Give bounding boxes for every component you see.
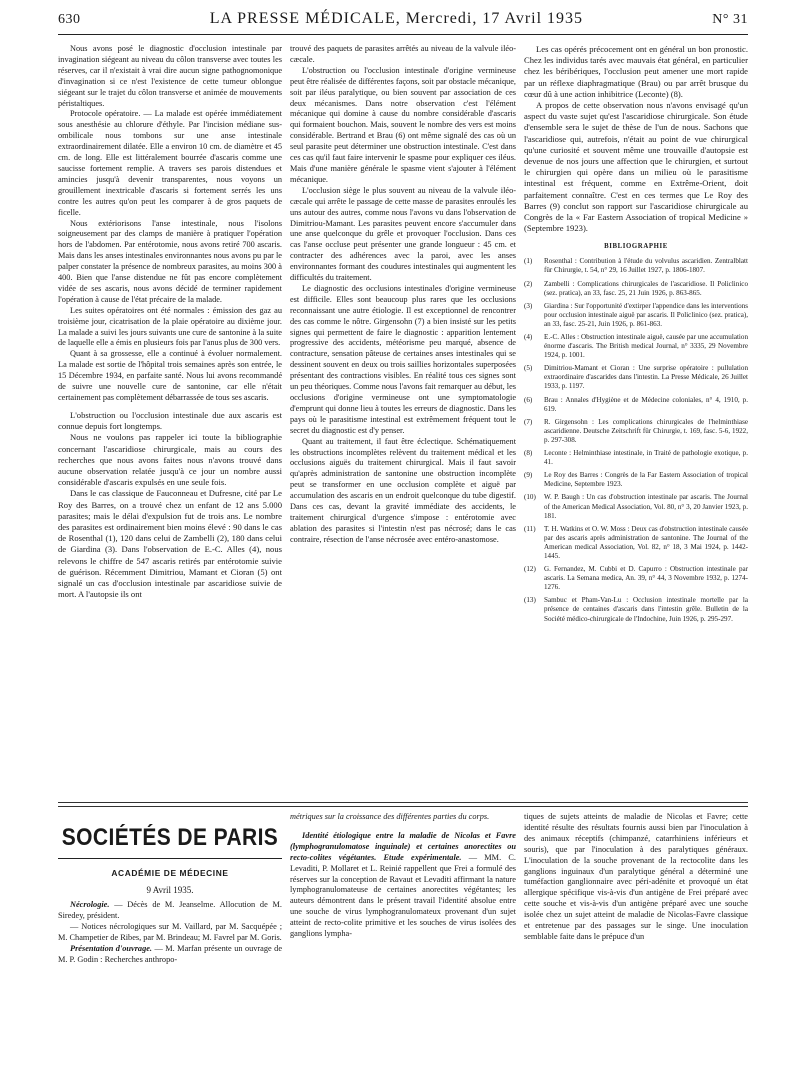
paragraph [58, 944, 282, 966]
section-title: SOCIÉTÉS DE PARIS [61, 824, 279, 851]
bibliography-item [524, 493, 748, 520]
article-column-3 [524, 44, 748, 799]
ref-text: Giardina : Sur l'opportunité d'extirper l'appendice dans les interventions pour occlusion intestinale aiguë par ascaris. Il Policlinico (sez. pratica), an 33, fasc. 25-21, Juin 1926, p. 861-863. [544, 301, 748, 328]
ref-number: (9) [524, 471, 533, 480]
ref-text: Sambuc et Pham-Van-Lu : Occlusion intestinale mortelle par la présence de centaines d'ascaris dans l'intestin grêle. Bulletin de la Société médico-chirurgicale de l'Indochine, Juin 1926, p. 295-297. [544, 596, 748, 623]
paragraph: Quant à sa grossesse, elle a continué à évoluer normalement. La malade est sortie de l'hôpital trois semaines après son entrée, le 15 Décembre 1934, en parfaite santé. Nous lui avons recommandé de suivre une nouvelle cure de santonine, car elle n'était certainement pas complètement débarrassée de tous ses ascaris. [58, 349, 282, 402]
rubric-text: — M. Marfan présente un ouvrage de M. P. Godin : Recherches anthropo- [58, 943, 282, 964]
ref-text: Dimitriou-Mamant et Cioran : Une surprise opératoire : pullulation extraordinaire d'ascarides dans l'intestin. La Presse Médicale, 26 Juillet 1933, p. 1197. [544, 364, 748, 391]
bibliography-heading: BIBLIOGRAPHIE [604, 243, 668, 251]
ref-number: (3) [524, 301, 533, 310]
article-column-2 [290, 44, 516, 799]
ref-number: (6) [524, 395, 533, 404]
bibliography-item [524, 257, 748, 275]
bibliography-item [524, 396, 748, 414]
bibliography-item [524, 302, 748, 329]
session-date: 9 Avril 1935. [146, 885, 194, 895]
paragraph: Protocole opératoire. — La malade est opérée immédiatement sous anesthésie au chlorure d'éthyle. Par l'incision médiane sus-ombilicale nous tombons sur une anse intestinale extraordinairement dilatée. Elle a environ 10 cm. de diamètre et 45 cm. de long. Elle est littéralement bourrée d'ascaris comme une saucisse fortement remplie. A travers ses parois distendues et amincies jusqu'à devenir transparentes, nous voyons un grouillement inextricable d'ascaris si fortement serrés les uns contre les autres qu'on peut les comparer à de gros paquets de ficelle. [58, 109, 282, 217]
paragraph: Nous extériorisons l'anse intestinale, nous l'isolons soigneusement par des clamps de manière à pratiquer l'opération hors de l'abdomen. Par entérotomie, nous avons retiré 700 ascaris. Mais dans les anses intestinales environnantes nous avons pu par le palper constater la présence de nombreux parasites, au moins 300 à 400. Bien que l'anse distendue ne fût pas encore complètement vidée de ses ascaris, nous avons décidé de terminer rapidement l'opération à cause de l'état précaire de la malade. [58, 218, 282, 304]
bibliography-item [524, 280, 748, 298]
ref-number: (8) [524, 449, 533, 458]
section-divider [58, 802, 748, 803]
ref-number: (5) [524, 364, 533, 373]
ref-text: E.-C. Alles : Obstruction intestinale aiguë, causée par une accumulation énorme d'ascaris. The British medical Journal, n° 3335, 29 Novembre 1924, p. 1001. [544, 333, 748, 360]
paragraph: L'obstruction ou l'occlusion intestinale due aux ascaris est connue depuis fort longtemps. [58, 409, 282, 432]
journal-title: LA PRESSE MÉDICALE, Mercredi, 17 Avril 1935 [209, 10, 584, 27]
ref-number: (10) [524, 493, 536, 502]
bibliography-item [524, 471, 748, 489]
page-number: 630 [58, 12, 81, 27]
rubric-label: Nécrologie. [70, 900, 110, 909]
paragraph: — Notices nécrologiques sur M. Vaillard, par M. Sacquépée ; M. Champetier de Ribes, par M. Brindeau; M. Favrel par M. Goris. [58, 921, 282, 942]
bibliography-item [524, 333, 748, 360]
societes-column-3 [524, 812, 748, 1070]
ref-text: Brau : Annales d'Hygiène et de Médecine coloniales, n° 4, 1910, p. 619. [544, 395, 748, 413]
paragraph: A propos de cette observation nous n'avons envisagé qu'un aspect du vaste sujet qu'est l'ascaridiose chirurgicale. Son étude d'ensemble sera le sujet de thèse de l'un de nous. Sachons que l'ascaridiose qui, autrefois, n'était au point de vue chirurgical qu'une curiosité et souvent même une trouvaille d'autopsie est devenue de nos jours une affection que le chirurgien, et surtout le chirurgien qui opère dans un milieu où le parasitisme intestinal est fréquent, comme en Extrême-Orient, doit parfaitement connaître. C'est en ces termes que Le Roy des Barres (9) conclut son rapport sur l'ascaridiose chirurgicale au Congrès de la « Far Eastern Association of tropical Medicine » (Septembre 1923). [524, 100, 748, 234]
ref-number: (12) [524, 565, 536, 574]
communication-text: — MM. C. Levaditi, P. Mollaret et L. Reinié rappellent que Frei a formulé des réserves sur la conception de Ravaut et Levaditi affirmant la nature lymphogranulomateuse de certaines anorectites végétantes; les auteurs démontrent dans le présent travail l'identité absolue entre une souche de virus lymphogranulomateux provenant d'un sujet atteint de recto-colite primitive et les souches de virus isolées des ganglions lympha- [290, 852, 516, 939]
ref-text: Zambelli : Complications chirurgicales de l'ascaridiose. Il Policlinico (sez. pratica), an 33, fasc. 25, 21 Juin 1926, p. 863-865. [544, 279, 748, 297]
paragraph: Quant au traitement, il faut être éclectique. Schématiquement les obstructions incomplètes relèvent du traitement médical et les occlusions aiguës du traitement chirurgical. Mais il faut savoir qu'après administration de santonine une obstruction incomplète peut se transformer en une occlusion complète et aiguë par accumulation des ascaris en un endroit quelconque du tube digestif. Dans ces cas, devant la gravité immédiate des accidents, le traitement chirurgical d'urgence s'impose : entérotomie avec ablation des parasites si l'intestin n'est pas nécrosé; dans le cas contraire, résection de l'anse nécrosée avec entéro-anastomose. [290, 436, 516, 544]
societes-column-1 [58, 900, 282, 1070]
page-header [58, 10, 748, 36]
paragraph: trouvé des paquets de parasites arrêtés au niveau de la valvule iléo-cæcale. [290, 44, 516, 64]
header-rule [58, 34, 748, 35]
ref-number: (7) [524, 417, 533, 426]
society-name: ACADÉMIE DE MÉDECINE [111, 868, 229, 878]
bibliography-item [524, 565, 748, 592]
bibliography-item [524, 418, 748, 445]
ref-number: (11) [524, 524, 536, 533]
paragraph: tiques de sujets atteints de maladie de Nicolas et Favre; cette identité résulte des résultats fournis aussi bien par l'inoculation à des animaux réceptifs (chimpanzé, catarrhiniens inférieurs et souris), que par l'inoculation à des paralytiques généraux. L'inoculation de la souche provenant de la rectocolite dans les ganglions inguinaux d'un paralytique général a déterminé une tuméfaction ganglionnaire avec péri-adénite et provoqué un état allergique spécifique vis-à-vis d'un antigène de Frei préparé avec cette souche et vis-à-vis d'un antigène préparé avec une souche isolée chez un sujet atteint de maladie de Nicolas-Favre classique et entretenue par des passages sur le singe. Une inoculation semblable faite dans le prépuce d'un [524, 812, 748, 941]
paragraph: Dans le cas classique de Fauconneau et Dufresne, cité par Le Roy des Barres, on a trouvé chez un enfant de 12 ans 5.000 parasites; mais le délai d'expulsion fut de trois ans. Le nombre des parasites est ordinairement bien moins élevé : 90 dans le cas de Rosenthal (1), 120 dans celui de Zambelli (2), 180 dans celui de Giardina (3). Dans l'observation de E.-C. Alles (4), nous relevons le chiffre de 547 ascaris retirés par entérotomie suivie de guérison. Récemment Dimitriou, Mamant et Cioran (5) ont signalé un cas d'occlusion intestinale par ascaridiose suivie de mort. A l'autopsie ils ont [58, 488, 282, 600]
ref-number: (4) [524, 333, 533, 342]
paragraph: Les suites opératoires ont été normales : émission des gaz au troisième jour, cicatrisation de la plaie opératoire au dixième jour. La malade a suivi les jours suivants une cure de santonine à la suite de laquelle elle a émis en plusieurs fois par l'anus plus de 300 vers. [58, 305, 282, 348]
ref-number: (2) [524, 279, 533, 288]
section-title-rule [58, 858, 282, 859]
ref-text: R. Girgensohn : Les complications chirurgicales de l'helminthiase ascaridienne. Deutsche Zeitschrift für Chirurgie, t. 169, fasc. 5-6, 1922, p. 297-308. [544, 417, 748, 444]
rubric-label: Présentation d'ouvrage. [70, 943, 152, 953]
rubric-text: — Décès de M. Jeanselme. Allocution de M. Siredey, président. [58, 900, 282, 920]
ref-number: (1) [524, 257, 533, 266]
bibliography-list [524, 257, 748, 623]
paragraph [290, 831, 516, 940]
bibliography-item [524, 525, 748, 561]
issue-number: N° 31 [712, 12, 748, 27]
section-divider [58, 806, 748, 807]
paragraph: métriques sur la croissance des différentes parties du corps. [290, 812, 490, 821]
paragraph: Les cas opérés précocement ont en général un bon pronostic. Chez les individus tarés avec mauvais état général, en particulier chez les béribériques, l'occlusion peut amener une mort rapide par un réflexe diaphragmatique (Brau) ou par arrêt brusque du cœur dû à une action inhibitrice (Leconte) (8). [524, 44, 748, 99]
article-column-1 [58, 44, 282, 799]
bibliography-item [524, 364, 748, 391]
bibliography-item [524, 449, 748, 467]
societes-column-2 [290, 812, 516, 1070]
communication-title: Identité étiologique entre la maladie de Nicolas et Favre (lymphogranulomatose inguinale) et certaines anorectites ou recto-colites végétantes. Etude expérimentale. [290, 830, 516, 862]
ref-text: W. P. Baugh : Un cas d'obstruction intestinale par ascaris. The Journal of the American Medical Association, Vol. 80, n° 3, 20 Janvier 1923, p. 181. [544, 493, 748, 520]
paragraph: L'obstruction ou l'occlusion intestinale d'origine vermineuse peut être réalisée de différentes façons, soit par obstacle mécanique, soit par iléus paralytique, ou bien souvent par association de ces deux mécanismes. Dans notre observation c'est l'élément mécanique qui domine à cause du nombre considérable d'ascaris qui formaient bouchon. Mais, souvent le nombre des vers est moins considérable. Bertrand et Brau (6) ont même signalé des cas où un seul parasite peut déterminer une obstruction intestinale. C'est dans ces cas qu'il faut faire intervenir le spasme pour expliquer ces iléus. Mais d'une manière générale le spasme vient s'ajouter à l'élément mécanique. [290, 65, 516, 184]
paragraph: Nous ne voulons pas rappeler ici toute la bibliographie concernant l'ascaridiose chirurgicale, mais au cours des recherches que nous avons faites nous n'avons trouvé dans aucune observation relatée jusqu'à ce jour un nombre aussi considérable d'ascaris expulsés en une seule fois. [58, 432, 282, 488]
ref-text: Rosenthal : Contribution à l'étude du volvulus ascaridien. Zentralblatt für Chirurgie, t. 54, n° 29, 16 Juillet 1927, p. 1806-1807. [544, 257, 748, 275]
paragraph: L'occlusion siège le plus souvent au niveau de la valvule iléo-cæcale qui arrête le passage de cette masse de parasites enroulés les uns autour des autres, comme nous l'avons vu dans l'observation de Dimitriou-Mamant. Les parasites peuvent encore s'accumuler dans une anse quelconque du grêle et provoquer l'occlusion. Dans ces cas l'anse occluse peut présenter une grande longueur : 45 cm. et contracter des adhérences avec la paroi, avec les anses environnantes formant des coudures intestinales qui augmentent les difficultés du traitement. [290, 185, 516, 283]
bibliography-item [524, 596, 748, 623]
ref-text: Le Roy des Barres : Congrès de la Far Eastern Association of tropical Medicine, Septembre 1923. [544, 471, 748, 489]
ref-text: Leconte : Helminthiase intestinale, in Traité de pathologie exotique, p. 41. [544, 449, 748, 467]
paragraph: Nous avons posé le diagnostic d'occlusion intestinale par invagination siégeant au niveau du côlon transverse avec toutes les réserves, car il n'existait à vrai dire aucun signe pathognomonique d'invagination si ce n'est l'existence de cette tumeur oblongue siégeant sur le trajet du côlon transverse et animée de mouvements péristaltiques. [58, 44, 282, 108]
ref-text: T. H. Watkins et O. W. Moss : Deux cas d'obstruction intestinale causée par des ascaris après administration de santonine. The Journal of the American medical Association, Vol. 82, n° 18, 3 Mai 1924, p. 1442-1445. [544, 524, 748, 560]
paragraph [58, 900, 282, 922]
ref-text: G. Fernandez, M. Cubbi et D. Capurro : Obstruction intestinale par ascaris. La Semana medica, An. 39, n° 44, 3 Novembre 1932, p. 1274-1276. [544, 565, 748, 592]
ref-number: (13) [524, 596, 536, 605]
paragraph: Le diagnostic des occlusions intestinales d'origine vermineuse est difficile. Elles sont beaucoup plus rares que les occlusions reconnaissant une autre étiologie. Il est exceptionnel de rencontrer des cas comme le nôtre. Girgensohn (7) a bien insisté sur les petits signes qui permettent de faire le diagnostic : apparition lentement progressive des accidents, météorisme peu marqué, absence de contracture, sensation pâteuse de certaines anses intestinales qui se dessinent souvent en deux ou trois saillies horizontales superposées présentant des contractions visibles. En réalité tous ces signes sont un peu théoriques. Comme nous l'avons fait remarquer au début, les occlusions d'origine vermineuse ont une symptomatologie d'emprunt qui donne lieu à toutes les erreurs de diagnostic. Dans les pays où le parasitisme intestinal est extrêmement fréquent tout le secret du diagnostic est d'y penser. [290, 283, 516, 435]
